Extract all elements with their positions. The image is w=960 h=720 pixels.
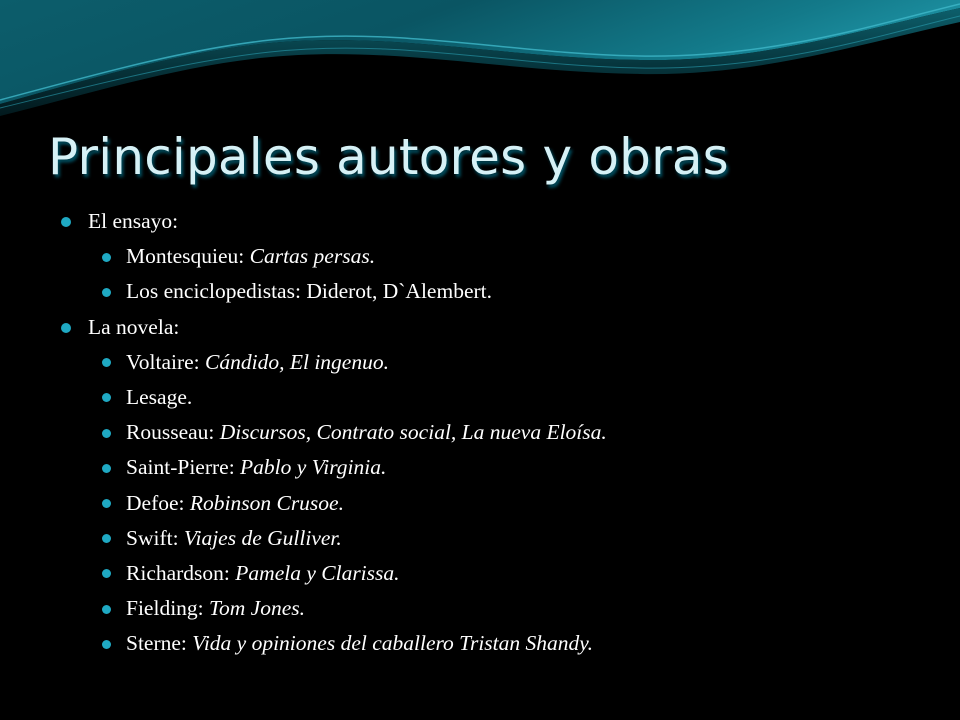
list-item [60,310,940,345]
list-item [60,591,940,626]
author-name: Sterne: [126,631,187,656]
author-name: Montesquieu: [126,244,245,269]
bullet-icon [102,605,111,614]
list-item [60,556,940,591]
bullet-icon [102,429,111,438]
bullet-list [60,204,940,661]
author-name: Lesage. [126,384,193,409]
work-titles: Robinson Crusoe. [189,490,344,515]
list-item [60,204,940,239]
bullet-icon [102,253,111,262]
work-titles: Tom Jones. [209,596,305,621]
list-item [60,239,940,274]
bullet-icon [61,217,71,227]
list-item [60,380,940,415]
list-item [60,450,940,485]
list-item [60,626,940,661]
list-item [60,415,940,450]
work-titles: Pamela y Clarissa. [235,560,400,585]
author-name: Fielding: [126,596,204,621]
bullet-icon [102,464,111,473]
bullet-icon [61,323,71,333]
bullet-icon [102,288,111,297]
author-name: Voltaire: [126,349,200,374]
author-name: Richardson: [126,560,230,585]
list-item [60,521,940,556]
work-titles: Pablo y Virginia. [240,455,387,480]
author-name: Swift: [126,525,179,550]
author-name: Los enciclopedistas: Diderot, D`Alembert. [126,279,492,304]
work-titles: Vida y opiniones del caballero Tristan Shandy. [192,631,593,656]
slide-title: Principales autores y obras [48,128,729,186]
bullet-icon [102,534,111,543]
bullet-icon [102,640,111,649]
section-label: El ensayo: [88,209,179,233]
work-titles: Discursos, Contrato social, La nueva Eloísa. [219,420,607,445]
bullet-icon [102,393,111,402]
author-name: Defoe: [126,490,185,515]
work-titles: Cándido, El ingenuo. [205,349,389,374]
list-item [60,274,940,309]
bullet-icon [102,569,111,578]
author-name: Rousseau: [126,420,215,445]
list-item [60,345,940,380]
author-name: Saint-Pierre: [126,455,235,480]
bullet-icon [102,358,111,367]
work-titles: Viajes de Gulliver. [183,525,342,550]
work-titles: Cartas persas. [249,244,376,269]
list-item [60,486,940,521]
section-label: La novela: [88,314,180,339]
header-wave-decoration [0,0,960,120]
bullet-icon [102,499,111,508]
